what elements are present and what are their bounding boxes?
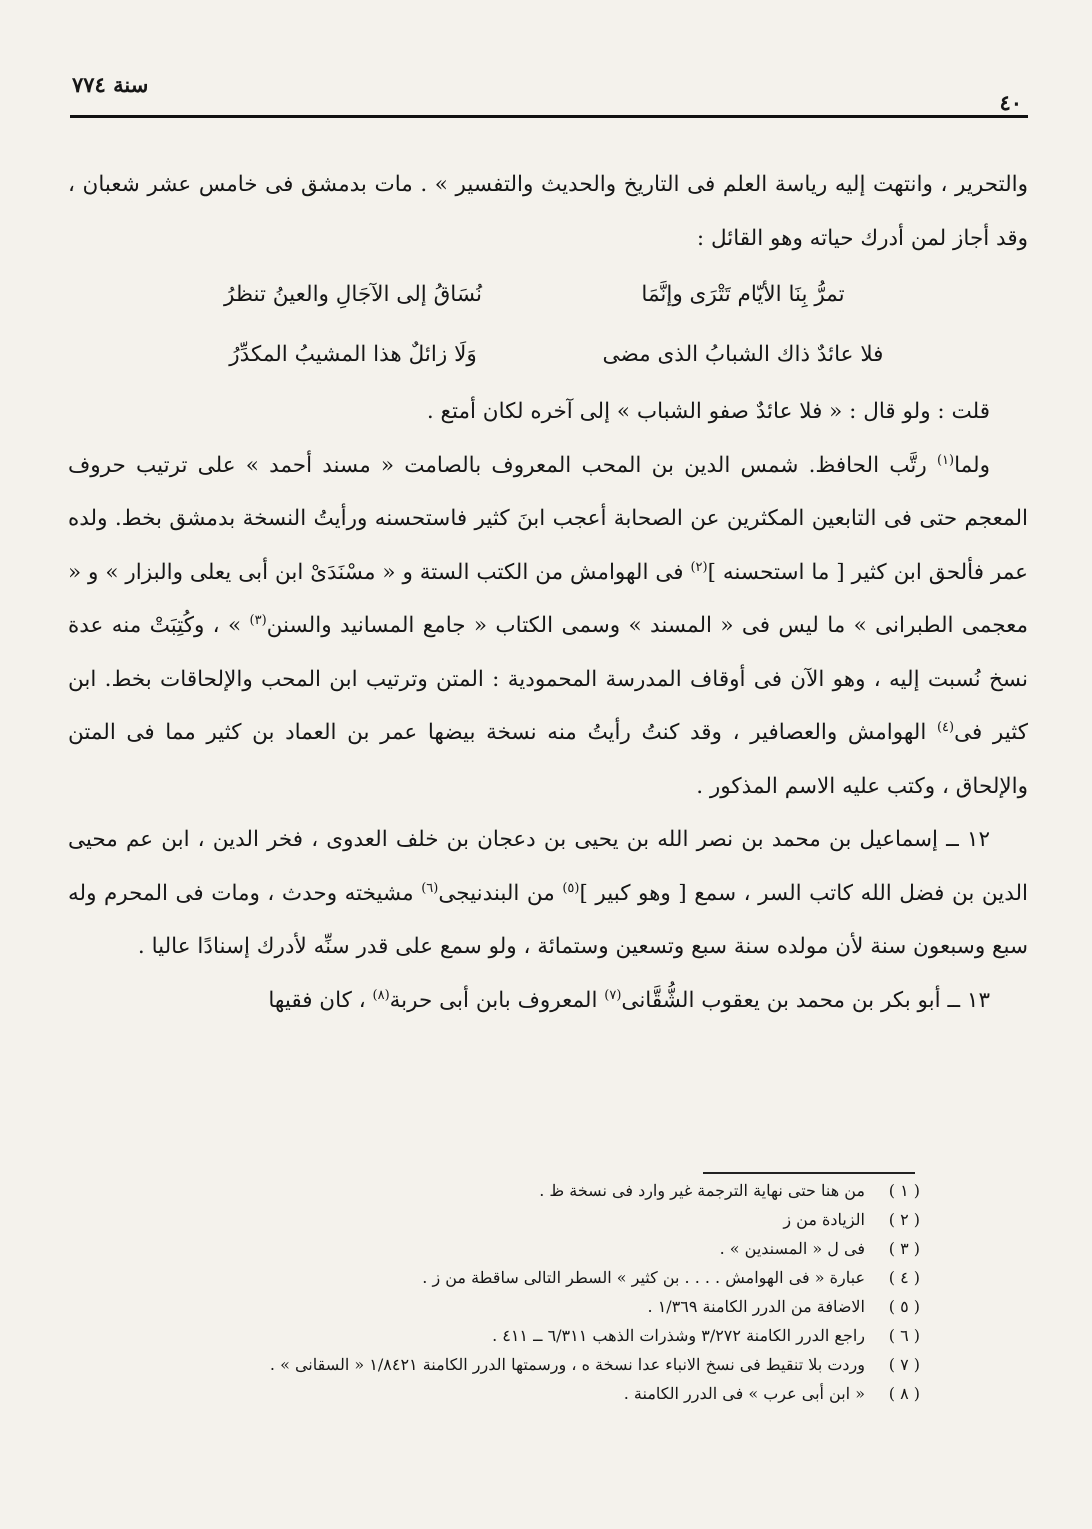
footnote-number: ( ٨ ) — [888, 1384, 920, 1403]
footnotes — [120, 1176, 920, 1408]
footnote-text: من هنا حتى نهاية الترجمة غير وارد فى نسخة ظ . — [539, 1181, 865, 1200]
header-year: سنة ٧٧٤ — [72, 72, 149, 97]
footnote-item — [120, 1263, 920, 1292]
footnote-number: ( ٢ ) — [888, 1210, 920, 1229]
footnote-ref-3: (٣) — [249, 612, 267, 628]
footnote-text: راجع الدرر الكامنة ٣/٢٧٢ وشذرات الذهب ٦/٣١١ ــ ٤١١ . — [492, 1326, 865, 1345]
page-number: ٤٠ — [999, 90, 1022, 115]
paragraph-5-entry-13 — [68, 974, 1028, 1028]
footnote-ref-1: (١) — [936, 452, 955, 468]
verse-2-second-hemistich: وَلَا زائلٌ هذا المشيبُ المكدِّرُ — [229, 342, 477, 368]
header-rule — [70, 115, 1028, 118]
footnote-item — [120, 1234, 920, 1263]
footnote-text: عبارة « فى الهوامش . . . . بن كثير » السطر التالى ساقطة من ز . — [422, 1268, 865, 1287]
footnote-ref-8: (٨) — [372, 987, 390, 1003]
main-text — [68, 158, 1028, 1027]
footnote-number: ( ٦ ) — [888, 1326, 920, 1345]
footnote-text: الزيادة من ز — [783, 1210, 865, 1229]
footnote-text: فى ل « المسندين » . — [719, 1239, 865, 1258]
footnote-text: وردت بلا تنقيط فى نسخ الانباء عدا نسخة ه ، ورسمتها الدرر الكامنة ١/٨٤٢١ « السقانى » . — [269, 1355, 865, 1374]
footnote-item — [120, 1321, 920, 1350]
p5-part-a: ١٣ ــ أبو بكر بن محمد بن يعقوب الشُّقَّانى — [621, 987, 990, 1013]
footnote-number: ( ٧ ) — [888, 1355, 920, 1374]
p4-part-b: من البندنيجى — [438, 880, 563, 906]
p5-part-b: المعروف بابن أبى حربة — [389, 987, 605, 1013]
footnote-item — [120, 1176, 920, 1205]
footnote-text: الاضافة من الدرر الكامنة ١/٣٦٩ . — [647, 1297, 865, 1316]
verse-1-second-hemistich: نُسَاقُ إلى الآجَالِ والعينُ تنظرُ — [224, 282, 482, 308]
footnote-ref-7: (٧) — [604, 987, 622, 1003]
footnote-number: ( ٤ ) — [888, 1268, 920, 1287]
p5-part-c: ، كان فقيها — [268, 987, 373, 1013]
verse-2-first-hemistich: فلا عائدٌ ذاك الشبابُ الذى مضى — [602, 342, 884, 368]
footnote-text: « ابن أبى عرب » فى الدرر الكامنة . — [623, 1384, 865, 1403]
p3-part-a: ولما — [954, 452, 990, 478]
footnote-item — [120, 1205, 920, 1234]
paragraph-3 — [68, 439, 1028, 814]
p3-part-e: الهوامش والعصافير ، وقد كنتُ رأيتُ منه نسخة بيضها عمر بن العماد بن كثير مما فى المتن والإلحاق ، وكتب عليه الاسم المذكور . — [68, 720, 1028, 799]
p3-part-d: » ، وكُتِبَتْ منه عدة نسخ نُسبت إليه ، وهو الآن فى أوقاف المدرسة المحمودية : المتن وترتيب ابن المحب والإلحاقات بخط. ابن كثير فى — [68, 613, 1028, 745]
footnote-item — [120, 1350, 920, 1379]
verse-line-2 — [68, 325, 1028, 385]
paragraph-4-entry-12 — [68, 813, 1028, 974]
footnote-number: ( ١ ) — [888, 1181, 920, 1200]
footnote-ref-5: (٥) — [562, 880, 580, 896]
footnote-ref-4: (٤) — [936, 719, 955, 735]
footnote-rule — [703, 1172, 915, 1174]
verse-line-1 — [68, 265, 1028, 325]
verse-1-first-hemistich: تمرُّ بِنَا الأيّام تَتْرَى وإنَّمَا — [641, 282, 845, 308]
footnote-item — [120, 1292, 920, 1321]
p3-part-b: رتَّب الحافظ. شمس الدين بن المحب المعروف بالصامت « مسند أحمد » على ترتيب حروف المعجم حتى فى التابعين المكثرين عن الصحابة أعجب ابنَ كثير فاستحسنه ورأيتُ النسخة بدمشق بخط. ولده عمر فألحق ابن كثير [ ما استحسنه ] — [68, 452, 1029, 585]
p4-part-c: مشيخته وحدث ، ومات فى المحرم وله سبع وسبعون سنة لأن مولده سنة سبع وتسعين وستمائة ، ولو سمع على قدر سنِّه لأدرك إسنادًا عاليا . — [68, 880, 1028, 959]
paragraph-2: قلت : ولو قال : « فلا عائدٌ صفو الشباب » إلى آخره لكان أمتع . — [426, 399, 990, 424]
footnote-ref-6: (٦) — [421, 880, 439, 896]
footnote-number: ( ٣ ) — [888, 1239, 920, 1258]
footnote-item — [120, 1379, 920, 1408]
p4-part-a: ١٢ ــ إسماعيل بن محمد بن نصر الله بن يحيى بن دعجان بن خلف العدوى ، فخر الدين ، ابن عم محيى الدين بن فضل الله كاتب السر ، سمع [ وهو كبير ] — [68, 827, 1029, 906]
footnote-ref-2: (٢) — [690, 559, 708, 575]
p3-part-c: فى الهوامش من الكتب الستة و « مسْنَدَىْ ابن أبى يعلى والبزار » و « معجمى الطبرانى » ما ليس فى « المسند » وسمى الكتاب « جامع المسانيد والسنن — [68, 559, 1028, 638]
paragraph-1: والتحرير ، وانتهت إليه رياسة العلم فى التاريخ والحديث والتفسير » . مات بدمشق فى خامس عشر شعبان ، وقد أجاز لمن أدرك حياته وهو القائل : — [68, 172, 1028, 251]
footnote-number: ( ٥ ) — [888, 1297, 920, 1316]
